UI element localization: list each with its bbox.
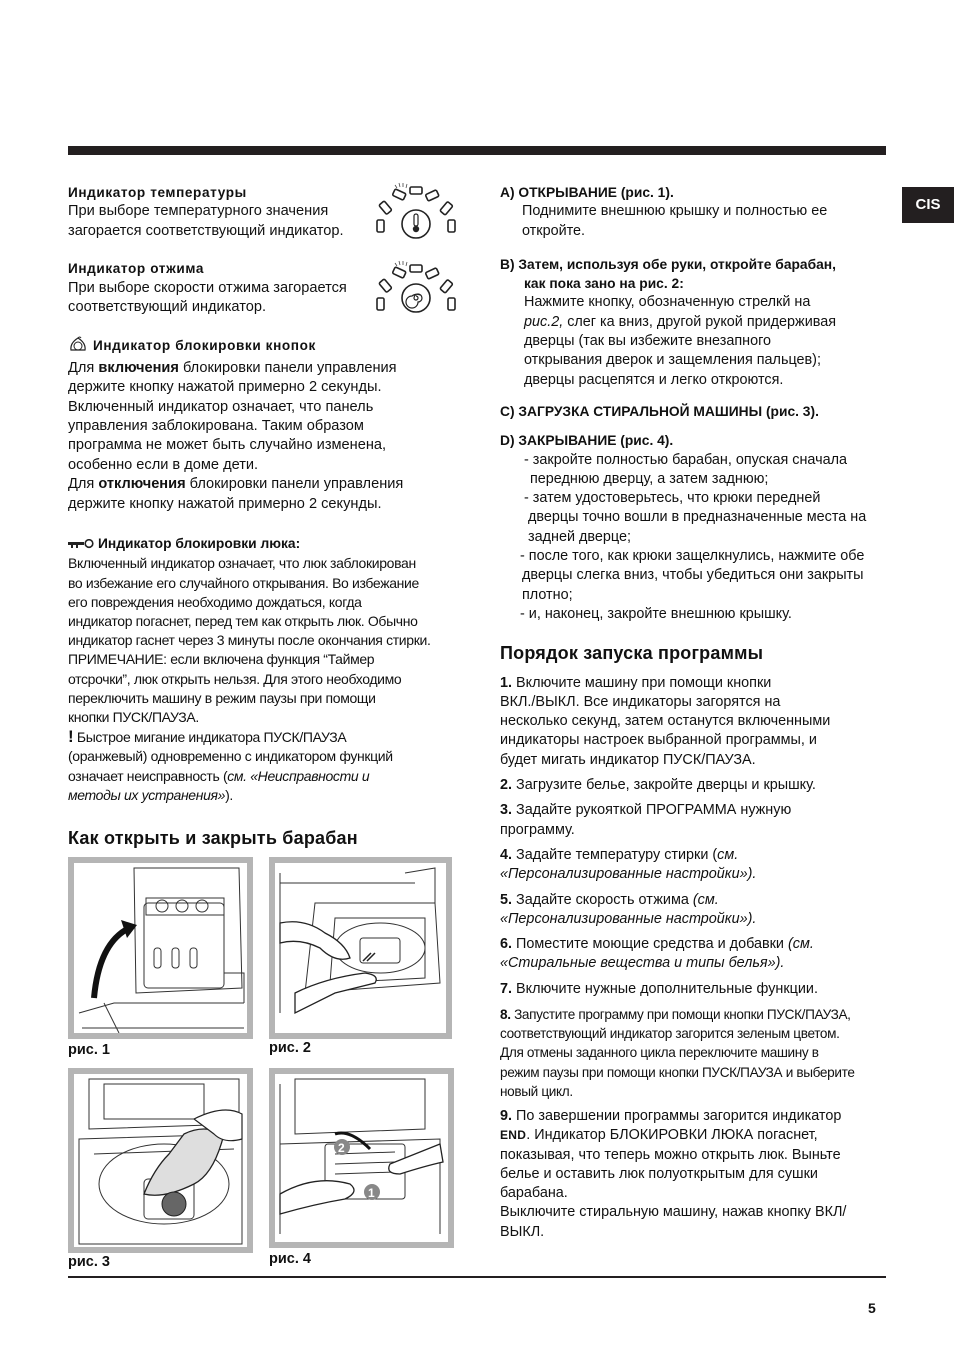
spin-icon xyxy=(406,294,422,308)
text-line: - затем удостоверьтесь, что крюки передней xyxy=(524,490,821,507)
text-line: - после того, как крюки защелкнулись, нажмите обе xyxy=(520,548,865,565)
start-step-9: 9. По завершении программы загорится индикатор END. Индикатор БЛОКИРОВКИ ЛЮКА погаснет, показывая, что теперь можно открыть люк. Выньте белье и оставить люк полуоткрытым для сушки барабана. Выключите стиральную машину, нажав кнопку ВКЛ/ ВЫКЛ. xyxy=(500,1108,847,1240)
text-line: дверцы точно вошли в предназначенные места на xyxy=(528,509,867,526)
figure-1-image xyxy=(68,857,253,1039)
figure-2-image xyxy=(269,857,452,1039)
text-line: открывания дверок и защемления пальцев); xyxy=(524,352,821,369)
step-a-heading: A) ОТКРЫВАНИЕ (рис. 1). xyxy=(500,185,674,200)
text-line: кнопки ПУСК/ПАУЗА. xyxy=(68,708,199,725)
text-line: переднюю дверцу, а затем заднюю; xyxy=(530,470,769,487)
start-step-6: 6. Поместите моющие средства и добавки (см. «Стиральные вещества и типы белья»). xyxy=(500,936,814,972)
step-b-heading-2: как пока зано на рис. 2: xyxy=(524,276,684,292)
text-line: методы их устранения»). xyxy=(68,786,233,803)
text-line: (оранжевый) одновременно с индикатором функций xyxy=(68,748,393,765)
child-lock-icon xyxy=(68,335,88,358)
end-indicator-label: END xyxy=(500,1128,527,1143)
text-line: управления заблокирована. Таким образом xyxy=(68,418,364,435)
warning-mark: ! xyxy=(68,727,74,747)
figure-4-image xyxy=(269,1068,454,1248)
text-line: программа не может быть случайно изменена, xyxy=(68,437,387,454)
text-line: Включенный индикатор означает, что панель xyxy=(68,398,374,415)
spin-title: Индикатор отжима xyxy=(68,261,205,277)
text-line: задней дверце; xyxy=(528,528,631,545)
text-line: плотно; xyxy=(522,586,573,603)
text-line: ПРИМЕЧАНИЕ: если включена функция “Таймер xyxy=(68,651,375,668)
doorlock-title: Индикатор блокировки люка: xyxy=(98,536,301,552)
figure-4-caption: рис. 4 xyxy=(269,1251,311,1267)
step-c-heading: C) ЗАГРУЗКА СТИРАЛЬНОЙ МАШИНЫ (рис. 3). xyxy=(500,403,819,419)
step-a xyxy=(500,183,892,241)
temperature-title: Индикатор температуры xyxy=(68,185,247,200)
footer-rule xyxy=(68,1276,886,1278)
text-line: соответствующий индикатор. xyxy=(68,299,267,316)
temperature-indicator-graphic xyxy=(372,180,460,247)
text-line: Включенный индикатор означает, что люк заблокирован xyxy=(68,555,416,572)
svg-text:1: 1 xyxy=(368,1186,375,1200)
text-line: Для отключения блокировки панели управления xyxy=(68,476,404,493)
start-step-3: 3. Задайте рукояткой ПРОГРАММА нужную программу. xyxy=(500,802,792,838)
text-line: Для включения блокировки панели управления xyxy=(68,359,397,376)
figure-3-caption: рис. 3 xyxy=(68,1254,110,1270)
figure-2-caption: рис. 2 xyxy=(269,1040,311,1056)
keylock-section xyxy=(68,335,460,514)
text-line: дверцы слегка вниз, чтобы убедиться они закрыты xyxy=(522,567,864,584)
text-line: При выборе скорости отжима загорается xyxy=(68,279,347,296)
text-line: особенно если в доме дети. xyxy=(68,456,259,473)
step-d xyxy=(500,431,892,624)
text-line: его повреждения необходимо дождаться, когда xyxy=(68,593,362,610)
start-step-8: 8. Запустите программу при помощи кнопки ПУСК/ПАУЗА, соответствующий индикатор загорится зеленым цветом. Для отмены заданного цикла переключите машину в режим паузы при помощи кнопки ПУСК/ПАУЗА и выберите новый цикл. xyxy=(500,1006,855,1099)
start-section-title: Порядок запуска программы xyxy=(500,643,764,664)
step-b xyxy=(500,255,892,390)
text-line: переключить машину в режим паузы при помощи xyxy=(68,689,376,706)
text-line: Нажмите кнопку, обозначенную стрелкй на xyxy=(524,294,811,311)
step-b-heading: B) Затем, используя обе руки, откройте барабан, xyxy=(500,256,836,272)
figure-1-caption: рис. 1 xyxy=(68,1042,110,1058)
text-line: - и, наконец, закройте внешнюю крышку. xyxy=(520,605,792,622)
drum-section-title: Как открыть и закрыть барабан xyxy=(68,827,358,848)
header-rule xyxy=(68,146,886,155)
text-line: означает неисправность (см. «Неисправности и xyxy=(68,767,370,784)
text-line: загорается соответствующий индикатор. xyxy=(68,222,344,239)
right-column xyxy=(500,183,892,1248)
doorlock-title-row xyxy=(68,534,460,554)
start-step-7: 7. Включите нужные дополнительные функции. xyxy=(500,980,818,997)
text-line: При выборе температурного значения xyxy=(68,203,329,220)
text-line: дверцы расцепятся и легко откроются. xyxy=(524,371,784,388)
figure-3-image xyxy=(68,1068,253,1253)
start-step-5: 5. Задайте скорость отжима (см. «Персонализированные настройки»). xyxy=(500,891,757,927)
spin-indicator-graphic xyxy=(372,258,460,325)
doorlock-section xyxy=(68,534,460,805)
page-number: 5 xyxy=(868,1300,876,1316)
text-line: индикатор погаснет, перед тем как открыть люк. Обычно xyxy=(68,612,418,629)
text-line: держите кнопку нажатой примерно 2 секунды. xyxy=(68,379,382,396)
text-line: индикатор гаснет через 3 минуты после окончания стирки. xyxy=(68,632,431,649)
keylock-title: Индикатор блокировки кнопок xyxy=(93,338,316,354)
text-line: - закройте полностью барабан, опуская сначала xyxy=(524,451,848,468)
language-tab: CIS xyxy=(902,187,954,223)
text-line: рис.2, слег ка вниз, другой рукой придерживая xyxy=(524,313,837,330)
start-step-2: 2. Загрузите белье, закройте дверцы и крышку. xyxy=(500,777,816,794)
text-line: откройте. xyxy=(522,222,586,239)
keylock-title-row xyxy=(68,335,460,358)
step-d-heading: D) ЗАКРЫВАНИЕ (рис. 4). xyxy=(500,433,674,449)
svg-text:2: 2 xyxy=(338,1141,345,1155)
text-line: ! Быстрое мигание индикатора ПУСК/ПАУЗА xyxy=(68,727,347,747)
start-step-1: 1. Включите машину при помощи кнопки ВКЛ./ВЫКЛ. Все индикаторы загорятся на несколько секунд, затем останутся включенными индикаторы настроек выбранной программы, и будет мигать индикатор ПУСК/ПАУЗА. xyxy=(500,674,831,768)
text-line: Поднимите внешнюю крышку и полностью ее xyxy=(522,203,828,220)
text-line: во избежание его случайного открывания. Во избежание xyxy=(68,574,419,591)
text-line: дверцы (так вы избежите внезапного xyxy=(524,333,772,350)
key-icon xyxy=(68,535,94,554)
text-line: отсрочки”, люк открыть нельзя. Для этого необходимо xyxy=(68,670,402,687)
temperature-icon xyxy=(413,214,419,232)
start-step-4: 4. Задайте температуру стирки (см. «Персонализированные настройки»). xyxy=(500,846,757,883)
text-line: держите кнопку нажатой примерно 2 секунды. xyxy=(68,495,382,512)
